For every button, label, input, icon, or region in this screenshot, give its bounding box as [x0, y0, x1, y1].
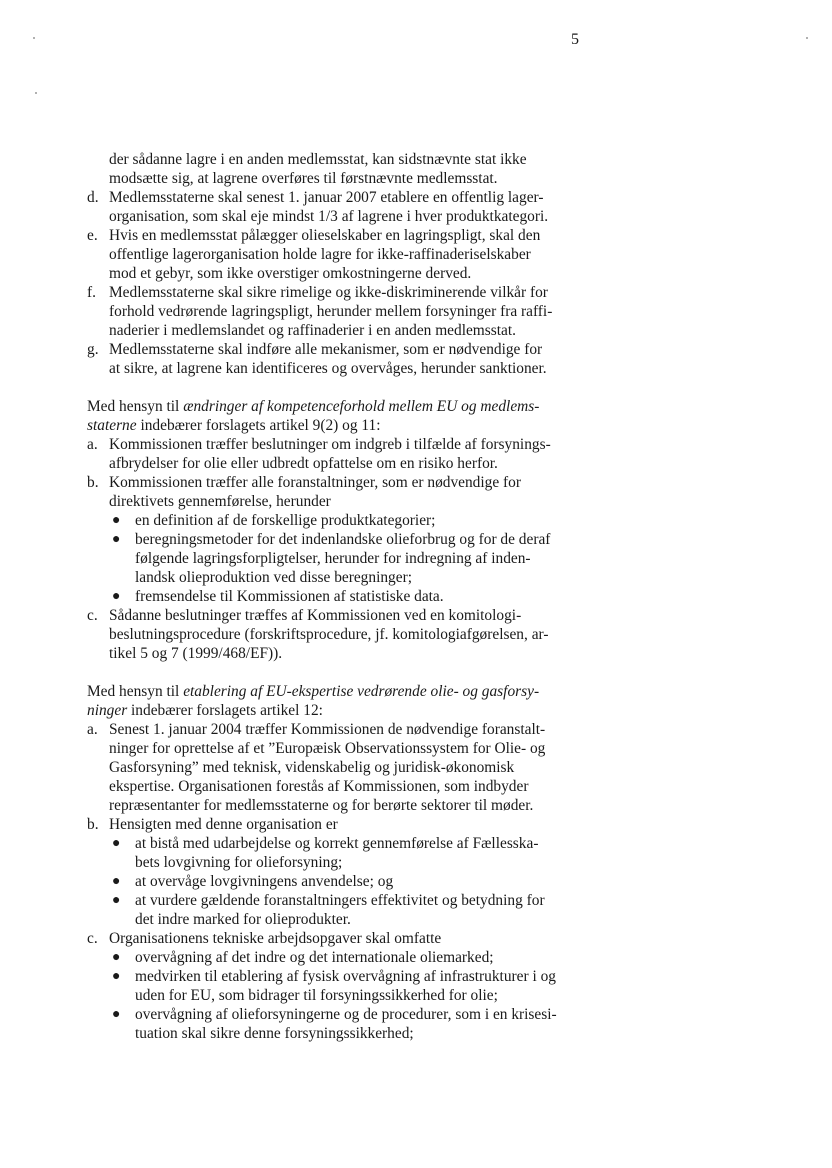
- bullet-item: [87, 834, 599, 872]
- text-line: landsk olieproduktion ved disse beregninger;: [135, 569, 412, 586]
- scan-speck: [35, 92, 37, 94]
- intro-text: Med hensyn til: [87, 398, 184, 415]
- text-line: fremsendelse til Kommissionen af statistiske data.: [135, 588, 444, 605]
- text-line: repræsentanter for medlemsstaterne og for berørte sektorer til møder.: [109, 797, 534, 814]
- bullet-dot-icon: ●: [112, 532, 121, 547]
- list-item-g: [87, 340, 599, 378]
- text-line: naderier i medlemslandet og raffinaderier i en anden medlemsstat.: [109, 322, 516, 339]
- text-line: mod et gebyr, som ikke overstiger omkostningerne derved.: [109, 265, 472, 282]
- text-line: Medlemsstaterne skal sikre rimelige og ikke-diskriminerende vilkår for: [109, 284, 548, 301]
- text-line: det indre marked for olieprodukter.: [135, 911, 351, 928]
- intro-text: indebærer forslagets artikel 12:: [127, 702, 323, 719]
- text-line: bets lovgivning for olieforsyning;: [135, 854, 343, 871]
- intro-topic: etablering af EU-ekspertise vedrørende olie- og gasforsy-: [183, 683, 540, 700]
- text-line: tikel 5 og 7 (1999/468/EF)).: [109, 645, 283, 662]
- list-marker: c.: [87, 607, 98, 624]
- text-line: Medlemsstaterne skal senest 1. januar 2007 etablere en offentlig lager-: [109, 189, 544, 206]
- text-line: Kommissionen træffer beslutninger om indgreb i tilfælde af forsynings-: [109, 436, 551, 453]
- text-line: uden for EU, som bidrager til forsyningssikkerhed for olie;: [135, 987, 498, 1004]
- bullet-item: [87, 948, 599, 967]
- list-marker: d.: [87, 189, 99, 206]
- text-line: at vurdere gældende foranstaltningers effektivitet og betydning for: [135, 892, 545, 909]
- text-line: følgende lagringsforpligtelser, herunder for indregning af inden-: [135, 550, 531, 567]
- bullet-dot-icon: ●: [112, 836, 121, 851]
- text-line: Organisationens tekniske arbejdsopgaver skal omfatte: [109, 930, 442, 947]
- list-marker: e.: [87, 227, 98, 244]
- text-line: Kommissionen træffer alle foranstaltninger, som er nødvendige for: [109, 474, 521, 491]
- list-item-b: [87, 473, 599, 511]
- bullet-dot-icon: ●: [112, 969, 121, 984]
- text-line: at bistå med udarbejdelse og korrekt gennemførelse af Fællesska-: [135, 835, 539, 852]
- text-line: ninger for oprettelse af et ”Europæisk Observationssystem for Olie- og: [109, 740, 546, 757]
- scan-speck: [806, 37, 808, 39]
- text-line: organisation, som skal eje mindst 1/3 af lagrene i hver produktkategori.: [109, 208, 549, 225]
- list-marker: f.: [87, 284, 96, 301]
- list-item-f: [87, 283, 599, 340]
- bullet-dot-icon: ●: [112, 874, 121, 889]
- list-marker: b.: [87, 816, 99, 833]
- text-line: at sikre, at lagrene kan identificeres og overvåges, herunder sanktioner.: [109, 360, 547, 377]
- page-number: 5: [571, 31, 579, 48]
- bullet-dot-icon: ●: [112, 513, 121, 528]
- text-line: Hensigten med denne organisation er: [109, 816, 338, 833]
- bullet-list: [87, 511, 599, 606]
- document-body: [87, 150, 599, 1043]
- list-item-c: [87, 606, 599, 663]
- bullet-dot-icon: ●: [112, 1007, 121, 1022]
- text-line: Gasforsyning” med teknisk, videnskabelig og juridisk-økonomisk: [109, 759, 515, 776]
- bullet-item: [87, 872, 599, 891]
- list-marker: a.: [87, 436, 98, 453]
- bullet-item: [87, 967, 599, 1005]
- text-line: beregningsmetoder for det indenlandske olieforbrug og for de deraf: [135, 531, 551, 548]
- bullet-item: [87, 891, 599, 929]
- text-line: en definition af de forskellige produktkategorier;: [135, 512, 436, 529]
- text-line: overvågning af det indre og det internationale oliemarked;: [135, 949, 494, 966]
- text-line: overvågning af olieforsyningerne og de procedurer, som i en krisesi-: [135, 1006, 557, 1023]
- bullet-dot-icon: ●: [112, 950, 121, 965]
- list-item-e: [87, 226, 599, 283]
- list-item-d: [87, 188, 599, 226]
- text-line: beslutningsprocedure (forskriftsprocedure, jf. komitologiafgørelsen, ar-: [109, 626, 549, 643]
- text-line: Senest 1. januar 2004 træffer Kommissionen de nødvendige foranstalt-: [109, 721, 546, 738]
- text-line: der sådanne lagre i en anden medlemsstat, kan sidstnævnte stat ikke: [109, 151, 527, 168]
- text-line: tuation skal sikre denne forsyningssikkerhed;: [135, 1025, 414, 1042]
- text-line: ekspertise. Organisationen forestås af Kommissionen, som indbyder: [109, 778, 529, 795]
- list-marker: a.: [87, 721, 98, 738]
- intro-text: indebærer forslagets artikel 9(2) og 11:: [136, 417, 381, 434]
- list-item-b: [87, 815, 599, 834]
- text-line: afbrydelser for olie eller udbredt opfattelse om en risiko herfor.: [109, 455, 498, 472]
- text-line: Sådanne beslutninger træffes af Kommissionen ved en komitologi-: [109, 607, 522, 624]
- bullet-list: [87, 948, 599, 1043]
- section-intro-expertise: [87, 682, 599, 720]
- text-line: modsætte sig, at lagrene overføres til førstnævnte medlemsstat.: [109, 170, 498, 187]
- text-line: medvirken til etablering af fysisk overvågning af infrastrukturer i og: [135, 968, 556, 985]
- text-line: Medlemsstaterne skal indføre alle mekanismer, som er nødvendige for: [109, 341, 543, 358]
- continuation-text: [87, 150, 599, 188]
- intro-text: Med hensyn til: [87, 683, 184, 700]
- list-marker: c.: [87, 930, 98, 947]
- intro-topic-cont: ninger: [87, 702, 128, 719]
- bullet-item: [87, 511, 599, 530]
- text-line: Hvis en medlemsstat pålægger olieselskaber en lagringspligt, skal den: [109, 227, 541, 244]
- bullet-list: [87, 834, 599, 929]
- bullet-item: [87, 587, 599, 606]
- intro-topic-cont: staterne: [87, 417, 137, 434]
- text-line: forhold vedrørende lagringspligt, herunder mellem forsyninger fra raffi-: [109, 303, 553, 320]
- list-item-a: [87, 720, 599, 815]
- list-marker: g.: [87, 341, 99, 358]
- section-intro-competence: [87, 397, 599, 435]
- list-marker: b.: [87, 474, 99, 491]
- bullet-dot-icon: ●: [112, 589, 121, 604]
- intro-topic: ændringer af kompetenceforhold mellem EU og medlems-: [183, 398, 540, 415]
- text-line: offentlige lagerorganisation holde lagre for ikke-raffinaderiselskaber: [109, 246, 531, 263]
- list-item-a: [87, 435, 599, 473]
- bullet-item: [87, 530, 599, 587]
- text-line: direktivets gennemførelse, herunder: [109, 493, 331, 510]
- list-item-c: [87, 929, 599, 948]
- scan-speck: [33, 37, 35, 39]
- bullet-item: [87, 1005, 599, 1043]
- text-line: at overvåge lovgivningens anvendelse; og: [135, 873, 394, 890]
- bullet-dot-icon: ●: [112, 893, 121, 908]
